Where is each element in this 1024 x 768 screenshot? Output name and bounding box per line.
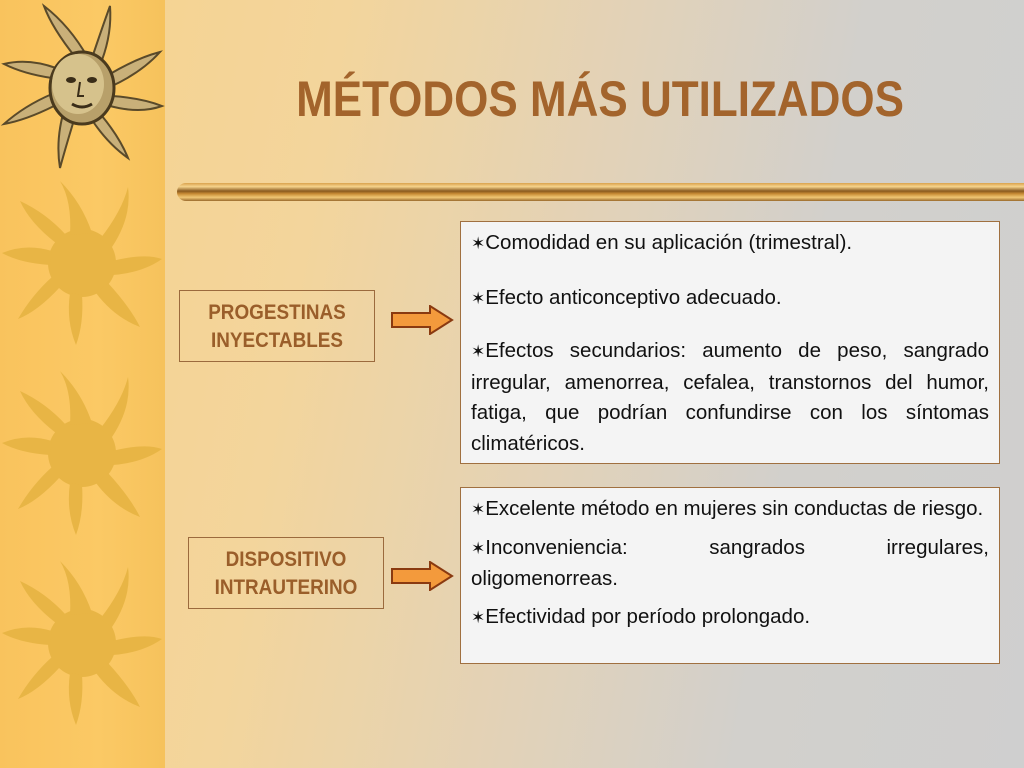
sun-icon: [0, 368, 165, 538]
method-label-line: PROGESTINAS: [208, 301, 346, 324]
left-decorative-strip: [0, 0, 165, 768]
star-bullet-icon: ✶: [471, 342, 486, 361]
star-bullet-icon: ✶: [471, 288, 486, 308]
method-label-line: DISPOSITIVO: [225, 548, 347, 571]
sun-icon: [0, 558, 165, 728]
list-item: ✶Efectos secundarios: aumento de peso, sangrado irregular, amenorrea, cefalea, transtornos del humor, fatiga, que podrían confundirse con los síntomas climatéricos.: [471, 339, 989, 455]
list-item: ✶Efecto anticonceptivo adecuado.: [471, 285, 782, 309]
method-label-progestinas: [179, 290, 375, 362]
star-bullet-icon: ✶: [471, 234, 486, 253]
method-details-box: [460, 487, 1000, 664]
sun-face-icon: [0, 0, 165, 175]
method-label-line: INTRAUTERINO: [214, 576, 358, 599]
method-label-dispositivo: [188, 537, 384, 609]
list-item: ✶Efectividad por período prolongado.: [471, 604, 811, 628]
list-item: ✶Excelente método en mujeres sin conductas de riesgo.: [471, 497, 984, 520]
list-item: ✶Comodidad en su aplicación (trimestral).: [471, 231, 853, 254]
star-bullet-icon: ✶: [471, 538, 486, 558]
method-details-box: [460, 221, 1000, 464]
star-bullet-icon: ✶: [471, 500, 486, 519]
list-item: ✶Inconveniencia: sangrados irregulares, oligomenorreas.: [471, 535, 989, 590]
arrow-right-icon: [390, 561, 454, 591]
method-label-line: INYECTABLES: [211, 329, 343, 352]
slide-title: MÉTODOS MÁS UTILIZADOS: [296, 71, 904, 127]
arrow-right-icon: [390, 305, 454, 335]
title-divider: [177, 183, 1024, 201]
sun-icon: [0, 178, 165, 348]
star-bullet-icon: ✶: [471, 607, 486, 627]
